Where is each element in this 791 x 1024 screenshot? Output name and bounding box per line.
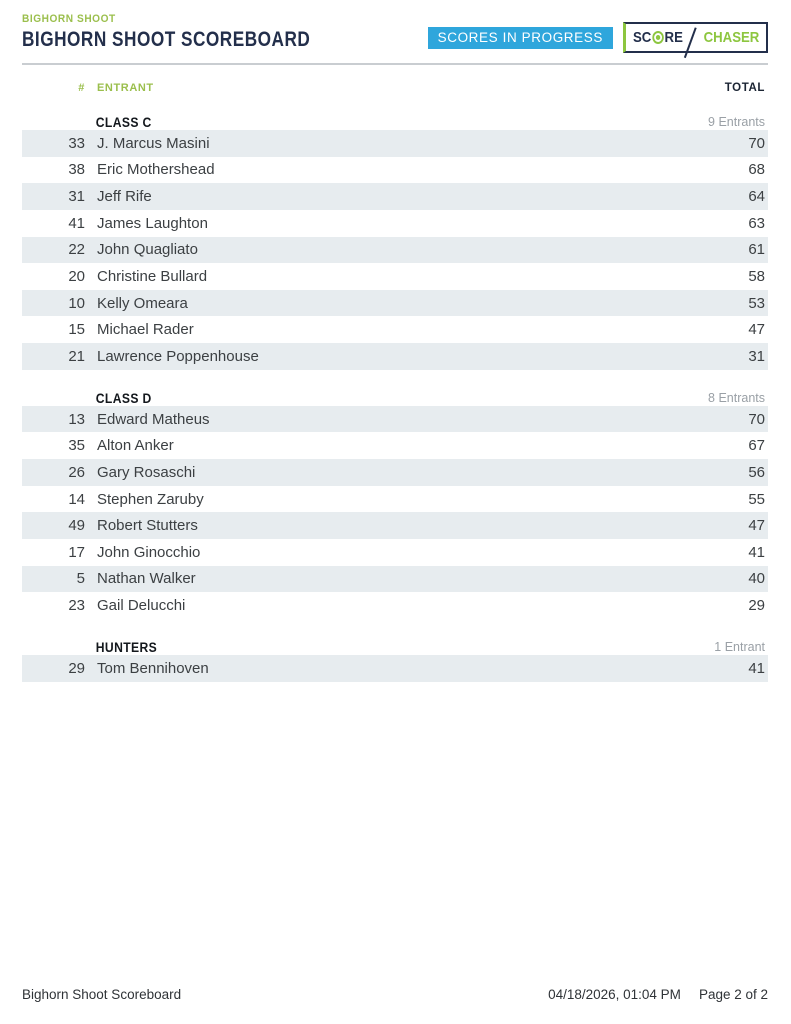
footer-page-number: Page 2 of 2 — [698, 987, 768, 1002]
entrant-number: 26 — [68, 463, 85, 481]
footer-right — [548, 987, 768, 1002]
section-header — [22, 379, 768, 406]
entrant-number: 22 — [68, 241, 85, 259]
section-header — [22, 628, 768, 655]
section-name: CLASS C — [95, 115, 152, 130]
scorechaser-logo — [623, 22, 768, 53]
column-header-entrant: ENTRANT — [97, 82, 154, 94]
entrant-number: 21 — [68, 347, 85, 365]
logo-chaser-text: CHASER — [703, 29, 759, 46]
entrant-name: Alton Anker — [97, 437, 174, 455]
table-row — [22, 566, 768, 593]
section-entrant-count: 9 Entrants — [708, 115, 765, 129]
status-badge: SCORES IN PROGRESS — [428, 27, 613, 49]
section-entrant-count: 8 Entrants — [708, 390, 765, 405]
entrant-name: Kelly Omeara — [97, 294, 188, 312]
entrant-total: 67 — [748, 437, 765, 455]
entrant-number: 15 — [68, 321, 85, 339]
section-entrant-count: 1 Entrant — [714, 639, 765, 654]
title-block — [22, 13, 374, 52]
entrant-total: 70 — [748, 410, 765, 428]
entrant-number: 10 — [68, 294, 85, 312]
entrant-total: 68 — [748, 161, 765, 179]
entrant-name: Edward Matheus — [97, 410, 210, 428]
table-row — [22, 237, 768, 264]
table-column-header — [22, 82, 768, 94]
entrant-name: Robert Stutters — [97, 517, 198, 535]
page-title: BIGHORN SHOOT SCOREBOARD — [22, 28, 311, 51]
footer-datetime: 04/18/2026, 01:04 PM — [548, 987, 681, 1002]
logo-slash — [684, 27, 697, 58]
entrant-name: Jeff Rife — [97, 188, 152, 206]
column-header-total: TOTAL — [724, 82, 765, 94]
footer-title: Bighorn Shoot Scoreboard — [22, 987, 182, 1002]
entrant-number: 13 — [68, 410, 85, 428]
table-row — [22, 210, 768, 237]
entrant-number: 23 — [68, 597, 85, 615]
table-row — [22, 512, 768, 539]
table-row — [22, 290, 768, 317]
column-header-number: # — [78, 82, 85, 94]
page-footer — [22, 987, 768, 1002]
entrant-total: 64 — [748, 188, 765, 206]
header-divider — [22, 63, 768, 65]
entrant-total: 47 — [748, 517, 765, 535]
table-row — [22, 459, 768, 486]
entrant-number: 38 — [68, 161, 85, 179]
table-row — [22, 539, 768, 566]
logo-score-text: SC RE — [632, 29, 683, 46]
entrant-number: 14 — [68, 490, 85, 508]
entrant-name: Lawrence Poppenhouse — [97, 347, 259, 365]
entrant-total: 56 — [748, 463, 765, 481]
entrant-total: 70 — [748, 134, 765, 152]
table-row — [22, 655, 768, 682]
entrant-name: Stephen Zaruby — [97, 490, 204, 508]
header-right — [428, 22, 768, 53]
entrant-total: 55 — [748, 490, 765, 508]
section-name: CLASS D — [95, 390, 152, 406]
entrant-total: 47 — [748, 321, 765, 339]
table-row — [22, 486, 768, 513]
table-sections — [22, 103, 768, 682]
table-row — [22, 183, 768, 210]
entrant-name: Michael Rader — [97, 321, 194, 339]
entrant-total: 40 — [748, 570, 765, 588]
entrant-name: Tom Bennihoven — [97, 659, 209, 677]
entrant-number: 31 — [68, 188, 85, 206]
entrant-name: Christine Bullard — [97, 268, 208, 286]
entrant-name: Nathan Walker — [97, 570, 196, 588]
entrant-total: 58 — [748, 268, 765, 286]
table-row — [22, 263, 768, 290]
event-name: BIGHORN SHOOT — [22, 13, 116, 25]
entrant-total: 53 — [748, 294, 765, 312]
entrant-total: 41 — [748, 659, 765, 677]
entrant-number: 17 — [68, 543, 85, 561]
entrant-number: 41 — [68, 214, 85, 232]
entrant-number: 5 — [76, 570, 85, 588]
entrant-total: 29 — [748, 597, 765, 615]
entrant-name: Eric Mothershead — [97, 161, 215, 179]
entrant-name: J. Marcus Masini — [97, 134, 210, 152]
table-row — [22, 592, 768, 619]
page-header — [0, 0, 791, 53]
table-row — [22, 316, 768, 343]
table-row — [22, 432, 768, 459]
entrant-number: 33 — [68, 134, 85, 152]
entrant-name: John Quagliato — [97, 241, 198, 259]
entrant-total: 31 — [748, 347, 765, 365]
section-name: HUNTERS — [95, 639, 158, 655]
entrant-number: 35 — [68, 437, 85, 455]
entrant-name: James Laughton — [97, 214, 208, 232]
entrant-number: 29 — [68, 659, 85, 677]
table-row — [22, 130, 768, 157]
scoreboard-table — [0, 82, 791, 682]
entrant-total: 61 — [748, 241, 765, 259]
table-row — [22, 406, 768, 433]
entrant-total: 41 — [748, 543, 765, 561]
table-row — [22, 343, 768, 370]
entrant-number: 49 — [68, 517, 85, 535]
entrant-name: John Ginocchio — [97, 543, 201, 561]
section-header — [22, 103, 768, 130]
entrant-number: 20 — [68, 268, 85, 286]
target-icon — [652, 31, 663, 44]
entrant-name: Gail Delucchi — [97, 597, 186, 615]
entrant-name: Gary Rosaschi — [97, 463, 196, 481]
entrant-total: 63 — [748, 214, 765, 232]
table-row — [22, 157, 768, 184]
